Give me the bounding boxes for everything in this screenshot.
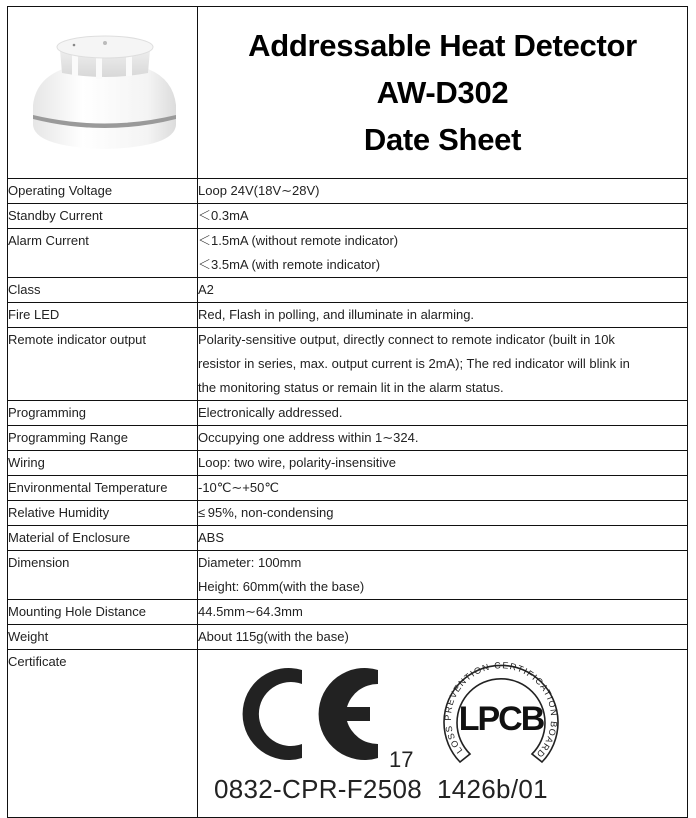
spec-row-alarm-current — [8, 229, 688, 278]
spec-value — [198, 501, 688, 526]
spec-label: Mounting Hole Distance — [8, 600, 198, 625]
spec-value — [198, 526, 688, 551]
spec-value — [198, 179, 688, 204]
datasheet-table — [7, 6, 688, 818]
spec-label: Relative Humidity — [8, 501, 198, 526]
lpcb-text: LPCB — [458, 700, 544, 738]
lpcb-logo-icon — [438, 658, 564, 776]
spec-value-line: About 115g(with the base) — [198, 629, 349, 644]
spec-row-dimension — [8, 551, 688, 600]
ce-mark-icon — [238, 664, 388, 764]
spec-value-line: Occupying one address within 1∼324. — [198, 430, 419, 445]
spec-value-line: Diameter: 100mm — [198, 555, 302, 570]
spec-row-weight — [8, 625, 688, 650]
spec-row-wiring — [8, 451, 688, 476]
spec-row-programming-range — [8, 426, 688, 451]
spec-label: Programming Range — [8, 426, 198, 451]
spec-row-certificate — [8, 650, 688, 818]
spec-value-line: 44.5mm∼64.3mm — [198, 604, 303, 619]
spec-label: Programming — [8, 401, 198, 426]
spec-label: Standby Current — [8, 204, 198, 229]
spec-value — [198, 229, 688, 278]
spec-value — [198, 451, 688, 476]
spec-value — [198, 551, 688, 600]
spec-value-line: ＜1.5mA (without remote indicator) — [198, 233, 399, 248]
spec-value-line: ＜3.5mA (with remote indicator) — [198, 257, 381, 272]
spec-value-line: ABS — [198, 530, 225, 545]
spec-value-line: A2 — [198, 282, 214, 297]
spec-label: Material of Enclosure — [8, 526, 198, 551]
spec-row-class — [8, 278, 688, 303]
spec-label: Fire LED — [8, 303, 198, 328]
spec-label: Wiring — [8, 451, 198, 476]
spec-value — [198, 278, 688, 303]
spec-label: Remote indicator output — [8, 328, 198, 401]
spec-value-line: Polarity-sensitive output, directly connect to remote indicator (built in 10k — [198, 332, 615, 347]
spec-value — [198, 204, 688, 229]
spec-value-line: ＜0.3mA — [198, 208, 249, 223]
spec-label: Environmental Temperature — [8, 476, 198, 501]
spec-row-fire-led — [8, 303, 688, 328]
spec-value — [198, 600, 688, 625]
svg-text:LOSS PREVENTION CERTIFICATION: LOSS PREVENTION CERTIFICATION BOARD — [442, 660, 560, 761]
spec-value-line: Height: 60mm(with the base) — [198, 579, 365, 594]
ce-year: 17 — [389, 747, 414, 772]
spec-value-line: Red, Flash in polling, and illuminate in alarming. — [198, 307, 475, 322]
spec-row-material-of-enclosure — [8, 526, 688, 551]
spec-row-environmental-temperature — [8, 476, 688, 501]
spec-value — [198, 303, 688, 328]
spec-row-mounting-hole-distance — [8, 600, 688, 625]
spec-value — [198, 401, 688, 426]
spec-row-remote-indicator-output — [8, 328, 688, 401]
document-type: Date Sheet — [363, 122, 522, 157]
spec-value-line: resistor in series, max. output current is 2mA); The red indicator will blink in — [198, 356, 630, 371]
spec-value — [198, 625, 688, 650]
spec-value-line: -10℃∼+50℃ — [198, 480, 279, 495]
spec-value — [198, 426, 688, 451]
certificate-logos — [198, 650, 688, 818]
model-number: AW-D302 — [376, 75, 509, 110]
spec-row-operating-voltage — [8, 179, 688, 204]
title-block — [198, 7, 688, 179]
spec-label: Class — [8, 278, 198, 303]
spec-value-line: Loop: two wire, polarity-insensitive — [198, 455, 396, 470]
spec-value-line: the monitoring status or remain lit in the alarm status. — [198, 380, 504, 395]
product-image — [8, 7, 198, 179]
spec-row-standby-current — [8, 204, 688, 229]
spec-label: Operating Voltage — [8, 179, 198, 204]
spec-value — [198, 476, 688, 501]
spec-value — [198, 328, 688, 401]
spec-value-line: Electronically addressed. — [198, 405, 343, 420]
spec-row-relative-humidity — [8, 501, 688, 526]
spec-value-line: ≤ 95%, non-condensing — [198, 505, 334, 520]
spec-row-programming — [8, 401, 688, 426]
spec-label: Dimension — [8, 551, 198, 600]
spec-value-line: Loop 24V(18V∼28V) — [198, 183, 320, 198]
certificate-codes: 0832-CPR-F2508 1426b/01 — [214, 774, 548, 804]
product-title: Addressable Heat Detector — [248, 28, 637, 63]
spec-label: Weight — [8, 625, 198, 650]
heat-detector-image — [8, 7, 198, 173]
spec-label: Alarm Current — [8, 229, 198, 278]
header-row — [8, 7, 688, 179]
spec-label: Certificate — [8, 650, 198, 818]
